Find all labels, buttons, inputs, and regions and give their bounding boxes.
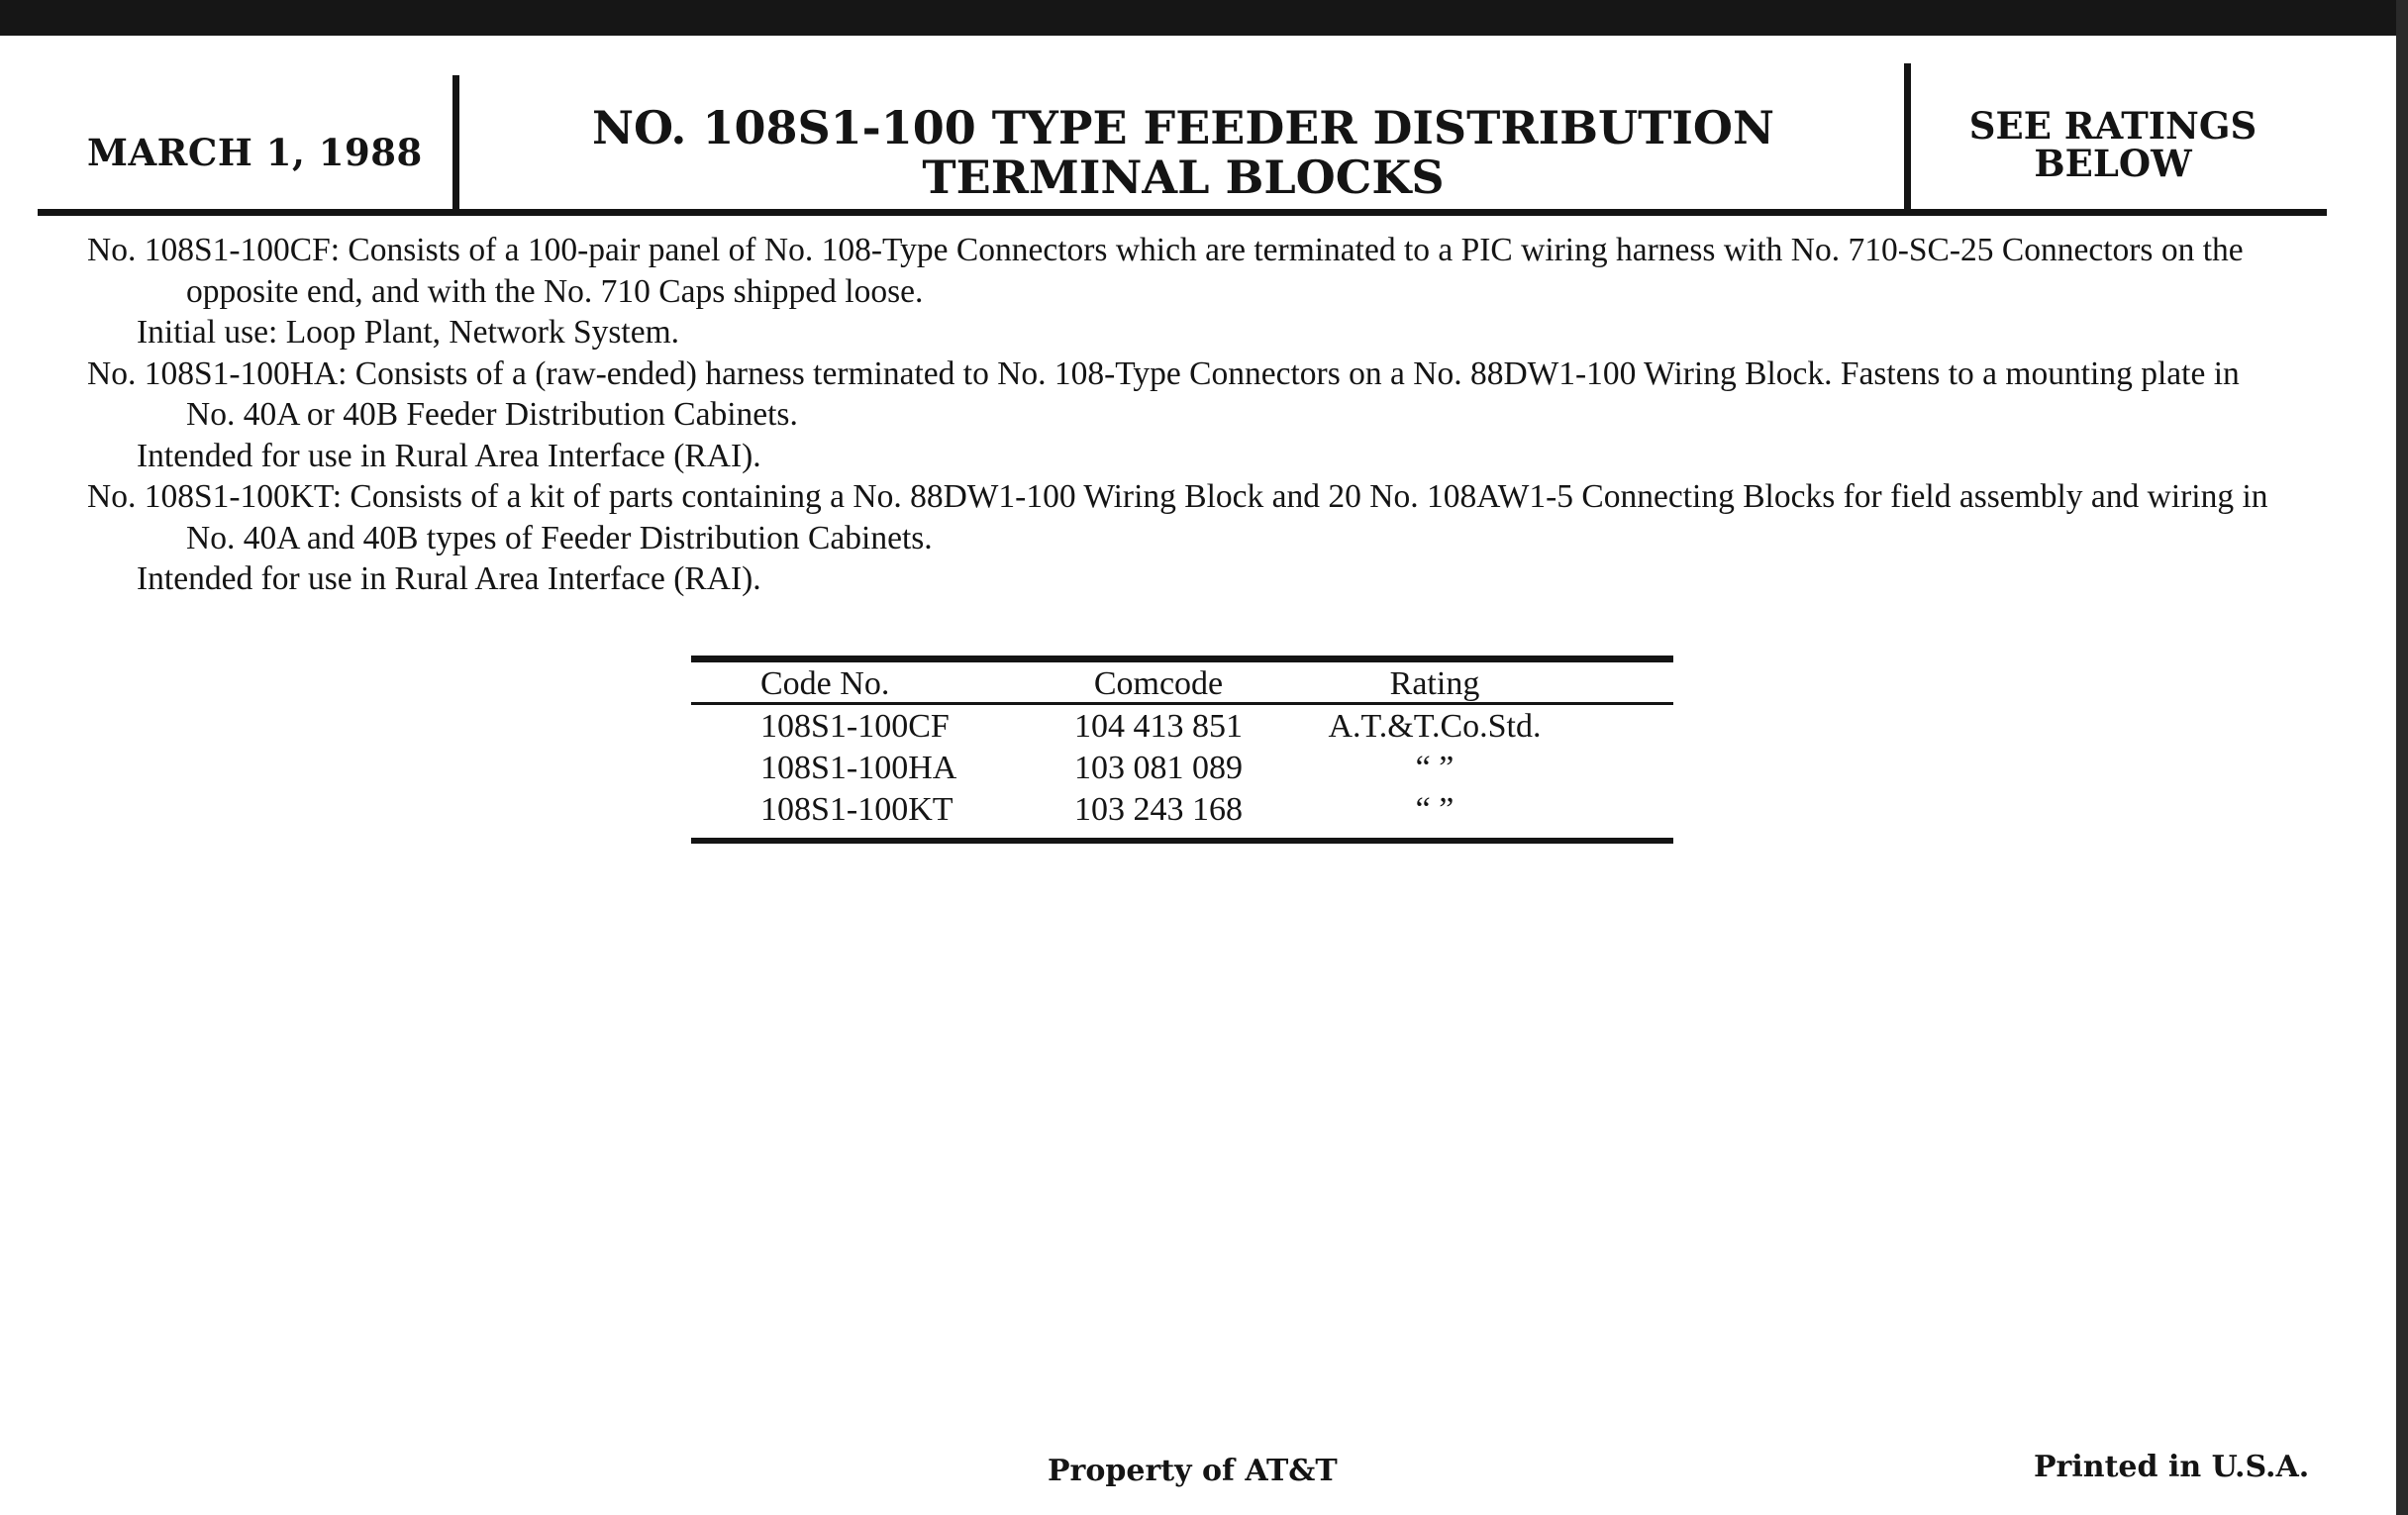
cell-code: 108S1-100KT (760, 791, 953, 828)
cell-rating: “ ” (1415, 791, 1455, 828)
table-bottom-rule (691, 838, 1673, 844)
table-row (691, 747, 1673, 788)
ratings-note-line-2: BELOW (2034, 142, 2192, 185)
page-title (465, 103, 1901, 202)
item-use-cf: Initial use: Loop Plant, Network System. (137, 314, 680, 351)
header-rule (38, 209, 2327, 216)
description-list (87, 230, 2295, 600)
column-header-comcode: Comcode (1093, 665, 1224, 702)
table-row (691, 705, 1673, 747)
table-row (691, 788, 1673, 830)
column-header-code: Code No. (760, 665, 890, 702)
page-title-line-2: TERMINAL BLOCKS (922, 151, 1445, 204)
item-use-kt: Intended for use in Rural Area Interface (RAI). (137, 560, 761, 597)
ratings-note (1917, 104, 2309, 185)
table-top-rule (691, 656, 1673, 662)
cell-code: 108S1-100CF (760, 708, 950, 745)
cell-rating: A.T.&T.Co.Std. (1328, 708, 1542, 745)
item-description-kt: No. 108S1-100KT: Consists of a kit of parts containing a No. 88DW1-100 Wiring Block and 20 No. 108AW1-5 Connecting Blocks for field assembly and wiring in No. 40A and 40B types of Feeder Distribution Cabinets. (87, 478, 2268, 556)
page-title-line-1: NO. 108S1-100 TYPE FEEDER DISTRIBUTION (591, 101, 1774, 154)
ratings-note-line-1: SEE RATINGS (1968, 104, 2258, 148)
footer-printed: Printed in U.S.A. (2034, 1450, 2310, 1484)
cell-comcode: 103 243 168 (1074, 791, 1243, 828)
header-divider-right (1904, 63, 1911, 212)
header-divider-left (452, 75, 459, 214)
cell-comcode: 103 081 089 (1074, 750, 1243, 786)
cell-code: 108S1-100HA (760, 750, 957, 786)
header-date: MARCH 1, 1988 (87, 131, 423, 174)
ratings-table (691, 656, 1673, 844)
column-header-rating: Rating (1389, 665, 1480, 702)
item-description-ha: No. 108S1-100HA: Consists of a (raw-ended) harness terminated to No. 108-Type Connectors on a No. 88DW1-100 Wiring Block. Fastens to a mounting plate in No. 40A or 40B Feeder Distribution Cabinets. (87, 354, 2240, 433)
table-header-row (691, 662, 1673, 702)
cell-comcode: 104 413 851 (1074, 708, 1243, 745)
item-use-ha: Intended for use in Rural Area Interface (RAI). (137, 437, 761, 474)
scan-border-right (2396, 0, 2408, 1515)
scan-border-top (0, 0, 2408, 36)
footer-property: Property of AT&T (1048, 1454, 1338, 1488)
item-description-cf: No. 108S1-100CF: Consists of a 100-pair panel of No. 108-Type Connectors which are terminated to a PIC wiring harness with No. 710-SC-25 Connectors on the opposite end, and with the No. 710 Caps shipped loose. (87, 232, 2244, 310)
cell-rating: “ ” (1415, 750, 1455, 786)
